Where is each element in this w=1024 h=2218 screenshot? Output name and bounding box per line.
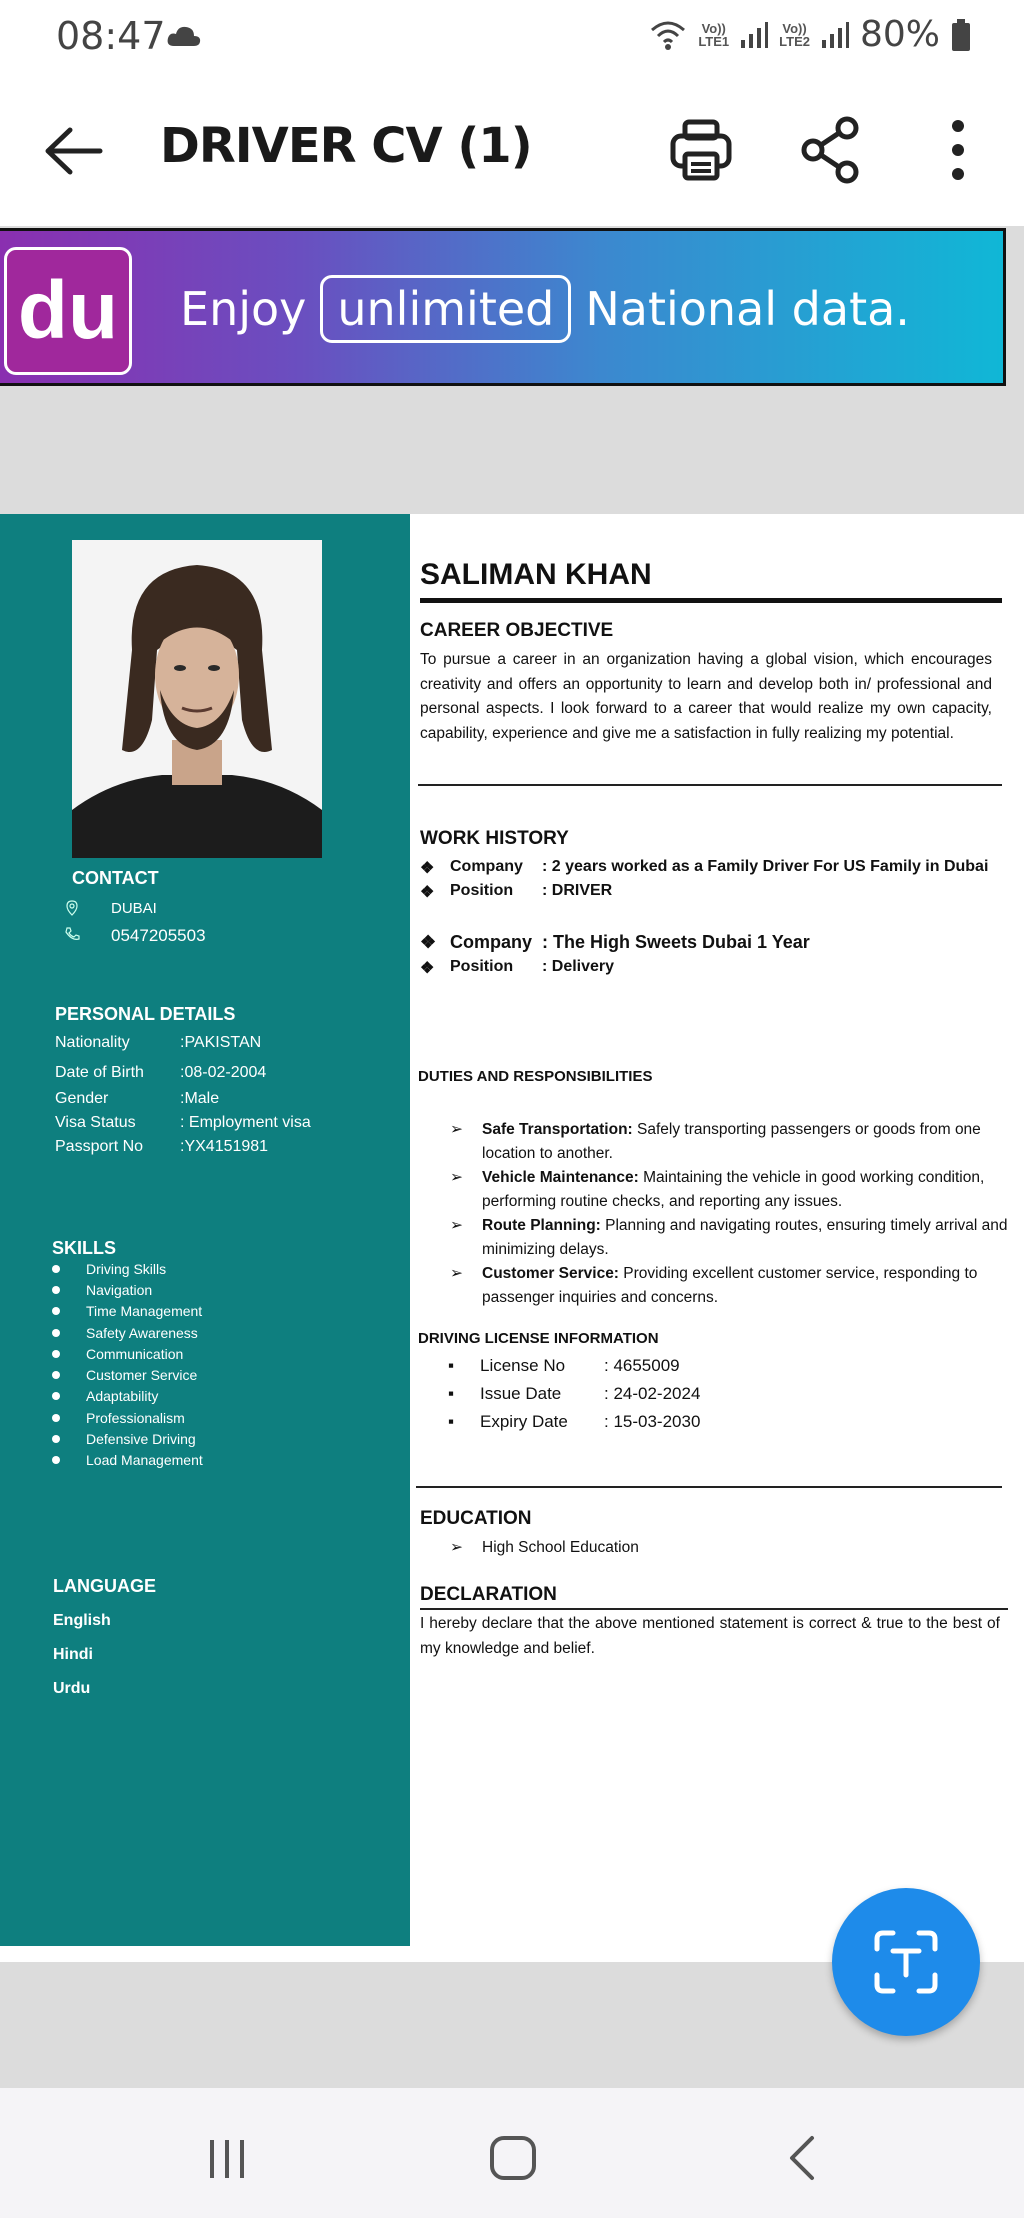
network-lte2: Vo)) LTE2 bbox=[779, 20, 810, 49]
job-2-position: ❖ Position : Delivery bbox=[420, 958, 615, 977]
skill-item: Adaptability bbox=[52, 1386, 203, 1407]
skill-item: Professionalism bbox=[52, 1407, 203, 1428]
license-heading: DRIVING LICENSE INFORMATION bbox=[418, 1330, 659, 1347]
declaration-text: I hereby declare that the above mentioned statement is correct & true to the best of my knowledge and belief. bbox=[420, 1615, 1000, 1657]
ad-banner[interactable] bbox=[0, 228, 1006, 386]
skill-item: Time Management bbox=[52, 1301, 203, 1322]
battery-percent: 80% bbox=[859, 14, 940, 55]
skills-heading: SKILLS bbox=[52, 1238, 117, 1258]
wifi-icon bbox=[648, 18, 688, 52]
skills-list bbox=[52, 1258, 203, 1471]
profile-photo bbox=[72, 540, 322, 858]
home-icon[interactable] bbox=[484, 2128, 544, 2188]
education-item: ➢ High School Education bbox=[450, 1539, 639, 1556]
document-viewer[interactable] bbox=[0, 226, 1024, 1962]
work-history-heading: WORK HISTORY bbox=[420, 828, 569, 849]
signal-icon bbox=[820, 20, 850, 50]
divider bbox=[420, 1608, 1008, 1610]
duty-item: ➢ Safe Transportation: Safely transporting passengers or goods from one location to another. bbox=[450, 1121, 981, 1162]
duties-heading: DUTIES AND RESPONSIBILITIES bbox=[418, 1068, 653, 1085]
license-issue-row: ▪ Issue Date : 24-02-2024 bbox=[448, 1384, 701, 1403]
system-nav-bar bbox=[0, 2088, 1024, 2218]
du-logo: du bbox=[4, 247, 132, 375]
cloud-icon bbox=[166, 24, 202, 48]
more-options-icon[interactable] bbox=[922, 114, 994, 186]
signal-icon bbox=[739, 20, 769, 50]
education-heading: EDUCATION bbox=[420, 1508, 532, 1529]
contact-phone: 0547205503 bbox=[111, 926, 206, 945]
skill-item: Customer Service bbox=[52, 1364, 203, 1385]
scan-text-icon bbox=[871, 1927, 941, 1997]
skill-item: Communication bbox=[52, 1343, 203, 1364]
job-2-company: ❖ Company : The High Sweets Dubai 1 Year bbox=[420, 932, 810, 952]
skill-item: Load Management bbox=[52, 1450, 203, 1471]
back-arrow-icon[interactable] bbox=[40, 116, 110, 186]
cv-page bbox=[0, 514, 1024, 1962]
job-1-position: ❖ Position : DRIVER bbox=[420, 882, 613, 901]
language-heading: LANGUAGE bbox=[53, 1576, 156, 1596]
divider bbox=[418, 784, 1002, 786]
back-icon[interactable] bbox=[772, 2128, 832, 2188]
passport-value: :YX4151981 bbox=[180, 1138, 269, 1155]
location-pin-icon bbox=[64, 900, 80, 916]
recents-icon[interactable] bbox=[198, 2128, 258, 2188]
passport-label: Passport No bbox=[55, 1138, 144, 1155]
license-expiry-row: ▪ Expiry Date : 15-03-2030 bbox=[448, 1412, 701, 1431]
dob-value: :08-02-2004 bbox=[180, 1064, 267, 1081]
gender-label: Gender bbox=[55, 1090, 109, 1107]
share-icon[interactable] bbox=[795, 114, 867, 186]
status-icons bbox=[648, 14, 972, 55]
nationality-value: :PAKISTAN bbox=[180, 1034, 262, 1051]
license-number-row: ▪ License No : 4655009 bbox=[448, 1356, 680, 1375]
job-1-company: ❖ Company : 2 years worked as a Family Driver For US Family in Dubai bbox=[420, 858, 989, 877]
cv-main bbox=[418, 514, 1014, 1946]
language-item: Hindi bbox=[53, 1646, 93, 1663]
divider bbox=[416, 1486, 1002, 1488]
dob-label: Date of Birth bbox=[55, 1064, 144, 1081]
language-item: English bbox=[53, 1612, 111, 1629]
candidate-name: SALIMAN KHAN bbox=[420, 558, 652, 591]
skill-item: Safety Awareness bbox=[52, 1322, 203, 1343]
personal-details-heading: PERSONAL DETAILS bbox=[55, 1004, 236, 1024]
skill-item: Defensive Driving bbox=[52, 1428, 203, 1449]
gender-value: :Male bbox=[180, 1090, 220, 1107]
document-title: DRIVER CV (1) bbox=[160, 118, 532, 174]
duty-item: ➢ Customer Service: Providing excellent customer service, responding to passenger inquiries and concerns. bbox=[450, 1265, 978, 1306]
duty-item: ➢ Vehicle Maintenance: Maintaining the vehicle in good working condition, performing routine checks, and reporting any issues. bbox=[450, 1169, 985, 1210]
declaration-heading: DECLARATION bbox=[420, 1584, 557, 1605]
text-extract-button[interactable] bbox=[832, 1888, 980, 2036]
nationality-label: Nationality bbox=[55, 1034, 130, 1051]
status-time: 08:47 bbox=[56, 14, 166, 58]
visa-value: : Employment visa bbox=[180, 1114, 311, 1131]
banner-text: Enjoy unlimited National data. bbox=[180, 275, 910, 343]
battery-icon bbox=[950, 18, 972, 52]
app-bar bbox=[0, 76, 1024, 226]
contact-heading: CONTACT bbox=[72, 868, 159, 888]
contact-location: DUBAI bbox=[111, 900, 157, 917]
network-lte1: Vo)) LTE1 bbox=[698, 20, 730, 49]
skill-item: Driving Skills bbox=[52, 1258, 203, 1279]
duty-item: ➢ Route Planning: Planning and navigating routes, ensuring timely arrival and minimizing delays. bbox=[450, 1217, 1008, 1258]
print-icon[interactable] bbox=[665, 114, 737, 186]
visa-label: Visa Status bbox=[55, 1114, 136, 1131]
objective-text: To pursue a career in an organization having a global vision, which encourages creativity and offers an opportunity to learn and develop both in/ professional and personal aspects. I look forward to a career that would realize my own capacity, capability, experience and give me a satisfaction in fully realizing my potential. bbox=[420, 651, 992, 742]
phone-icon bbox=[64, 926, 80, 942]
status-bar bbox=[0, 0, 1024, 76]
skill-item: Navigation bbox=[52, 1279, 203, 1300]
objective-heading: CAREER OBJECTIVE bbox=[420, 620, 614, 641]
cv-sidebar bbox=[0, 514, 410, 1946]
language-item: Urdu bbox=[53, 1680, 91, 1697]
divider bbox=[420, 598, 1002, 603]
